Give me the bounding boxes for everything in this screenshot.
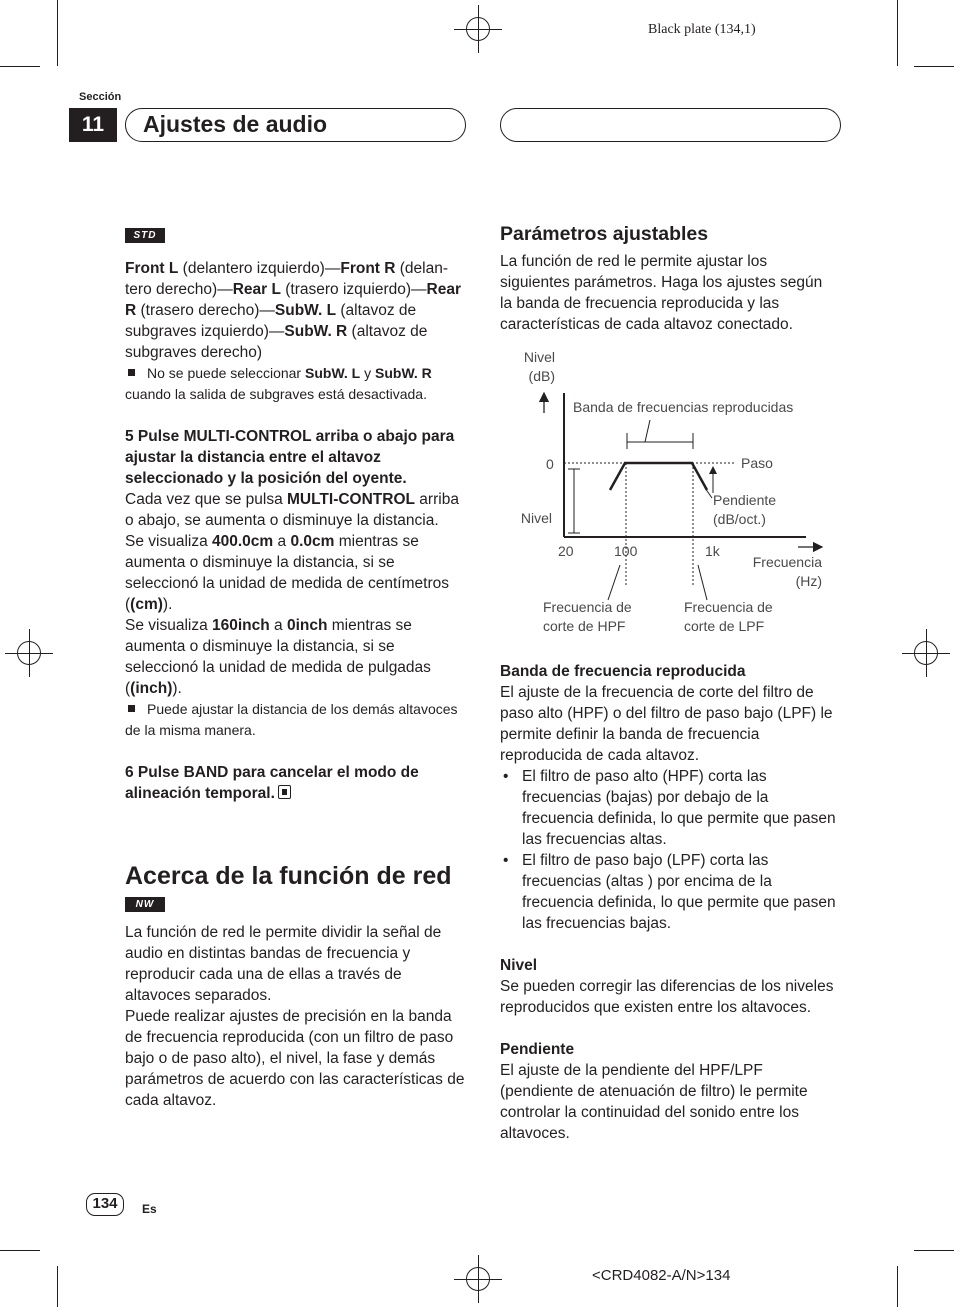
speaker-list (125, 258, 467, 363)
speaker-description: (delan-tero derecho)— (125, 260, 449, 298)
speaker-name: SubW. R (284, 323, 348, 340)
paso-label: Paso (741, 455, 773, 471)
speaker-description: (trasero derecho)— (136, 302, 275, 319)
crop-mark (897, 1266, 898, 1307)
x-tick-100: 100 (614, 543, 638, 559)
x-tick-1k: 1k (705, 543, 720, 559)
speaker-name: SubW. L (274, 302, 337, 319)
subheading-slope: Pendiente (500, 1041, 575, 1058)
step-5-body-1: Cada vez que se pulsa MULTI-CONTROL arriba o abajo, se aumenta o disminuye la distancia. (125, 491, 459, 529)
right-column (500, 224, 838, 335)
step-5-body-3: Se visualiza 160inch a 0inch mientras se aumenta o disminuye la distancia, si se seleccionó la unidad de medida de pulgadas ((inch)). (125, 617, 431, 697)
bullet-lpf: • El filtro de paso bajo (LPF) corta las frecuencias (altas ) por encima de la frecuencia definida, lo que permite que pasen las frecuencias bajas. (500, 850, 838, 934)
step-5-body-2: Se visualiza 400.0cm a 0.0cm mientras se aumenta o disminuye la distancia, si se seleccionó la unidad de medida de centímetros ((cm)). (125, 533, 449, 613)
response-curve (610, 463, 707, 490)
end-mark-icon (278, 785, 291, 799)
note-distance: Puede ajustar la distancia de los demás altavoces de la misma manera. (125, 701, 458, 738)
speaker-name: Front R (340, 260, 396, 277)
crop-mark (0, 66, 40, 67)
crop-mark (914, 1250, 954, 1251)
left-column (125, 228, 467, 1111)
lpf-pointer (698, 565, 707, 600)
slope-paragraph: El ajuste de la pendiente del HPF/LPF (pendiente de atenuación de filtro) le permite controlar la continuidad del sonido entre los altavoces. (500, 1062, 808, 1142)
step-6: 6 Pulse BAND para cancelar el modo de alineación temporal. (125, 764, 419, 802)
note-subwoofer: No se puede seleccionar SubW. L y SubW. R cuando la salida de subgraves está desactivada. (125, 365, 432, 402)
registration-mark-icon (914, 641, 938, 665)
document-code: <CRD4082-A/N>134 (592, 1267, 731, 1284)
speaker-name: Rear L (232, 281, 281, 298)
x-axis-label-line1: Frecuencia (752, 554, 822, 570)
note-bullet-icon (128, 369, 135, 376)
section-title: Ajustes de audio (143, 111, 328, 137)
crossover-diagram (500, 345, 838, 645)
x-tick-20: 20 (558, 543, 574, 559)
level-paragraph: Se pueden corregir las diferencias de los niveles reproducidos que existen entre los altavoces. (500, 978, 834, 1016)
pendiente-label-line1: Pendiente (713, 492, 777, 508)
crop-mark (914, 66, 954, 67)
speaker-description: (delantero izquierdo)— (178, 260, 341, 277)
speaker-description: (altavoz de subgraves izquierdo)— (125, 302, 417, 340)
step-5: 5 Pulse MULTI-CONTROL arriba o abajo para ajustar la distancia entre el altavoz seleccionado y la posición del oyente. (125, 428, 455, 487)
y-axis-label-line2: (dB) (528, 368, 555, 384)
registration-mark-icon (17, 641, 41, 665)
note-bullet-icon (128, 705, 135, 712)
subheading-level: Nivel (500, 957, 538, 974)
crop-mark (0, 1250, 40, 1251)
speaker-description: (trasero izquierdo)— (280, 281, 427, 298)
pendiente-pointer (705, 488, 712, 498)
hpf-label-line2: corte de HPF (543, 618, 626, 634)
language-code: Es (142, 1202, 157, 1216)
section-heading: Acerca de la función de red (125, 862, 452, 890)
section-number: 11 (69, 108, 117, 142)
page-number: 134 (86, 1193, 124, 1216)
speaker-description: (altavoz de subgraves derecho) (125, 323, 428, 361)
section-label: Sección (79, 91, 122, 103)
bullet-hpf: • El filtro de paso alto (HPF) corta las frecuencias (bajas) por debajo de la frecuencia definida, lo que permite que pasen las frecuencias altas. (500, 766, 838, 850)
band-paragraph: El ajuste de la frecuencia de corte del filtro de paso alto (HPF) o del filtro de paso bajo (LPF) le permite definir la banda de frecuencia reproducida de cada altavoz. (500, 684, 833, 764)
empty-header-box (500, 108, 841, 142)
registration-mark-icon (466, 17, 490, 41)
subsection-heading: Parámetros ajustables (500, 223, 709, 245)
network-paragraph-1: La función de red le permite dividir la señal de audio en distintas bandas de frecuencia y reproducir cada una de ellas a través de altavoces separados. (125, 924, 442, 1004)
x-axis-label-line2: (Hz) (795, 573, 822, 589)
zero-label: 0 (546, 456, 554, 472)
std-tag: STD (125, 228, 165, 243)
hpf-label-line1: Frecuencia de (543, 599, 632, 615)
band-pointer (645, 420, 650, 442)
y-axis-label-line1: Nivel (523, 349, 555, 365)
speaker-name: Front L (125, 260, 179, 277)
lpf-label-line2: corte de LPF (684, 618, 765, 634)
lpf-label-line1: Frecuencia de (684, 599, 773, 615)
nw-tag: NW (125, 897, 165, 912)
hpf-pointer (608, 565, 620, 600)
band-label: Banda de frecuencias reproducidas (573, 399, 794, 415)
speaker-name: Rear R (125, 281, 461, 319)
right-column-lower (500, 661, 838, 1144)
registration-mark-icon (466, 1267, 490, 1291)
section-title-box (125, 108, 466, 142)
crop-mark (897, 0, 898, 66)
pendiente-label-line2: (dB/oct.) (713, 511, 766, 527)
intro-paragraph: La función de red le permite ajustar los siguientes parámetros. Haga los ajustes según la banda de frecuencia reproducida y las características de cada altavoz conectado. (500, 253, 823, 333)
network-paragraph-2: Puede realizar ajustes de precisión en la banda de frecuencia reproducida (con un filtro de paso bajo o de paso alto), el nivel, la fase y demás parámetros de acuerdo con las características de cada altavoz. (125, 1008, 465, 1109)
nivel-label: Nivel (520, 510, 552, 526)
crop-mark (57, 0, 58, 66)
crop-mark (57, 1266, 58, 1307)
plate-label: Black plate (134,1) (648, 22, 756, 37)
subheading-band: Banda de frecuencia reproducida (500, 663, 746, 680)
